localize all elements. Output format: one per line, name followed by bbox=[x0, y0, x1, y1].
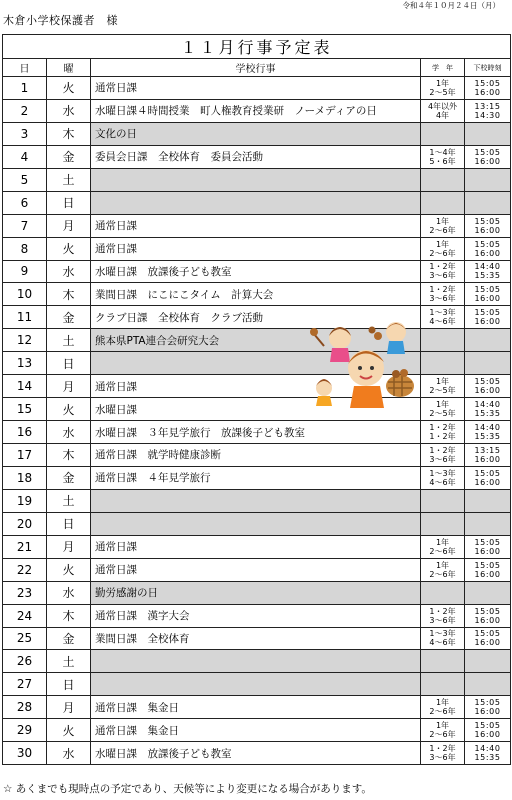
event-cell bbox=[91, 650, 421, 673]
grade-cell bbox=[421, 466, 465, 489]
time-line-2: 16:00 bbox=[474, 156, 501, 166]
table-row bbox=[3, 168, 511, 191]
grade-line-1: 4年以外 bbox=[427, 101, 458, 111]
event-cell bbox=[91, 512, 421, 535]
time-line-2: 15:35 bbox=[474, 409, 501, 419]
time-line-2: 16:00 bbox=[474, 294, 501, 304]
grade-line-2: 4年 bbox=[435, 110, 450, 120]
event-cell: 通常日課 bbox=[91, 558, 421, 581]
grade-line-1: 1年 bbox=[435, 377, 450, 387]
event-cell: 業間日課 全校体育 bbox=[91, 627, 421, 650]
table-row bbox=[3, 696, 511, 719]
grade-line-1: 1・2年 bbox=[429, 423, 456, 433]
grade-line-1: 1年 bbox=[435, 400, 450, 410]
weekday-cell: 木 bbox=[47, 444, 91, 467]
grade-cell bbox=[421, 398, 465, 421]
time-line-2: 16:00 bbox=[474, 386, 501, 396]
table-row bbox=[3, 604, 511, 627]
time-cell bbox=[465, 122, 511, 145]
schedule-table bbox=[2, 34, 511, 765]
grade-cell bbox=[421, 650, 465, 673]
time-line-1: 14:40 bbox=[474, 744, 501, 754]
col-header-weekday: 曜 bbox=[47, 59, 91, 77]
day-cell: 18 bbox=[3, 466, 47, 489]
event-cell: 通常日課 ４年見学旅行 bbox=[91, 466, 421, 489]
weekday-cell: 日 bbox=[47, 673, 91, 696]
event-cell: 通常日課 bbox=[91, 535, 421, 558]
grade-line-2: 2～6年 bbox=[429, 730, 456, 740]
grade-line-2: 3～6年 bbox=[429, 271, 456, 281]
weekday-cell: 金 bbox=[47, 145, 91, 168]
weekday-cell: 水 bbox=[47, 421, 91, 444]
table-row bbox=[3, 122, 511, 145]
weekday-cell: 月 bbox=[47, 535, 91, 558]
grade-line-2: 4～6年 bbox=[429, 477, 456, 487]
table-row bbox=[3, 466, 511, 489]
time-cell bbox=[465, 466, 511, 489]
time-line-1: 15:05 bbox=[474, 239, 501, 249]
grade-line-1: 1年 bbox=[435, 537, 450, 547]
document-date: 令和４年１０月２４日（月） bbox=[402, 1, 500, 10]
day-cell: 23 bbox=[3, 581, 47, 604]
table-row bbox=[3, 742, 511, 765]
grade-line-2: 4～6年 bbox=[429, 638, 456, 648]
grade-line-1: 1～4年 bbox=[429, 147, 456, 157]
event-cell bbox=[91, 168, 421, 191]
day-cell: 5 bbox=[3, 168, 47, 191]
grade-cell bbox=[421, 168, 465, 191]
weekday-cell: 金 bbox=[47, 466, 91, 489]
grade-cell bbox=[421, 237, 465, 260]
time-cell bbox=[465, 375, 511, 398]
event-cell: 水曜日課 bbox=[91, 398, 421, 421]
event-cell: 水曜日課 ３年見学旅行 放課後子ども教室 bbox=[91, 421, 421, 444]
recipient-line: 木倉小学校保護者 様 bbox=[3, 14, 118, 27]
grade-cell bbox=[421, 99, 465, 122]
table-row bbox=[3, 352, 511, 375]
time-cell bbox=[465, 719, 511, 742]
event-cell: 水曜日課 放課後子ども教室 bbox=[91, 742, 421, 765]
day-cell: 2 bbox=[3, 99, 47, 122]
event-cell: 委員会日課 全校体育 委員会活動 bbox=[91, 145, 421, 168]
time-line-1: 15:05 bbox=[474, 308, 501, 318]
grade-line-2: 2～6年 bbox=[429, 707, 456, 717]
weekday-cell: 金 bbox=[47, 627, 91, 650]
time-cell bbox=[465, 329, 511, 352]
grade-line-2: 4～6年 bbox=[429, 317, 456, 327]
time-cell bbox=[465, 283, 511, 306]
day-cell: 14 bbox=[3, 375, 47, 398]
grade-cell bbox=[421, 375, 465, 398]
event-cell bbox=[91, 489, 421, 512]
grade-cell bbox=[421, 352, 465, 375]
day-cell: 11 bbox=[3, 306, 47, 329]
time-line-1: 14:40 bbox=[474, 423, 501, 433]
time-line-2: 16:00 bbox=[474, 248, 501, 258]
table-row bbox=[3, 191, 511, 214]
weekday-cell: 月 bbox=[47, 375, 91, 398]
time-line-2: 16:00 bbox=[474, 87, 501, 97]
weekday-cell: 土 bbox=[47, 489, 91, 512]
grade-cell bbox=[421, 77, 465, 100]
table-row bbox=[3, 673, 511, 696]
time-cell bbox=[465, 673, 511, 696]
table-row bbox=[3, 535, 511, 558]
day-cell: 27 bbox=[3, 673, 47, 696]
weekday-cell: 火 bbox=[47, 398, 91, 421]
grade-cell bbox=[421, 329, 465, 352]
time-cell bbox=[465, 742, 511, 765]
day-cell: 1 bbox=[3, 77, 47, 100]
grade-cell bbox=[421, 421, 465, 444]
event-cell: 通常日課 bbox=[91, 77, 421, 100]
grade-cell bbox=[421, 260, 465, 283]
time-line-1: 15:05 bbox=[474, 698, 501, 708]
weekday-cell: 木 bbox=[47, 283, 91, 306]
grade-line-2: 2～5年 bbox=[429, 409, 456, 419]
day-cell: 9 bbox=[3, 260, 47, 283]
weekday-cell: 水 bbox=[47, 260, 91, 283]
grade-line-1: 1～3年 bbox=[429, 468, 456, 478]
time-cell bbox=[465, 581, 511, 604]
table-row bbox=[3, 99, 511, 122]
time-line-1: 15:05 bbox=[474, 537, 501, 547]
col-header-day: 日 bbox=[3, 59, 47, 77]
day-cell: 10 bbox=[3, 283, 47, 306]
time-line-2: 16:00 bbox=[474, 546, 501, 556]
grade-line-1: 1年 bbox=[435, 560, 450, 570]
time-line-2: 16:00 bbox=[474, 638, 501, 648]
grade-line-2: 3～6年 bbox=[429, 615, 456, 625]
day-cell: 6 bbox=[3, 191, 47, 214]
weekday-cell: 金 bbox=[47, 306, 91, 329]
event-cell bbox=[91, 191, 421, 214]
table-row bbox=[3, 512, 511, 535]
grade-cell bbox=[421, 696, 465, 719]
day-cell: 13 bbox=[3, 352, 47, 375]
grade-line-2: 2～6年 bbox=[429, 546, 456, 556]
time-cell bbox=[465, 145, 511, 168]
grade-cell bbox=[421, 581, 465, 604]
table-row bbox=[3, 421, 511, 444]
grade-cell bbox=[421, 627, 465, 650]
grade-cell bbox=[421, 558, 465, 581]
table-title: １１月行事予定表 bbox=[3, 35, 511, 59]
grade-cell bbox=[421, 673, 465, 696]
table-row bbox=[3, 237, 511, 260]
grade-cell bbox=[421, 512, 465, 535]
event-cell: 通常日課 bbox=[91, 237, 421, 260]
table-row bbox=[3, 77, 511, 100]
time-line-2: 16:00 bbox=[474, 730, 501, 740]
time-line-2: 15:35 bbox=[474, 271, 501, 281]
time-line-1: 15:05 bbox=[474, 147, 501, 157]
grade-cell bbox=[421, 145, 465, 168]
time-line-2: 16:00 bbox=[474, 317, 501, 327]
time-line-1: 13:15 bbox=[474, 101, 501, 111]
weekday-cell: 火 bbox=[47, 237, 91, 260]
time-line-1: 15:05 bbox=[474, 468, 501, 478]
day-cell: 24 bbox=[3, 604, 47, 627]
weekday-cell: 土 bbox=[47, 329, 91, 352]
time-cell bbox=[465, 604, 511, 627]
grade-cell bbox=[421, 283, 465, 306]
time-cell bbox=[465, 168, 511, 191]
grade-cell bbox=[421, 535, 465, 558]
day-cell: 30 bbox=[3, 742, 47, 765]
grade-line-2: 2～6年 bbox=[429, 225, 456, 235]
time-line-2: 16:00 bbox=[474, 615, 501, 625]
time-cell bbox=[465, 650, 511, 673]
time-cell bbox=[465, 260, 511, 283]
footer-note: ☆ あくまでも現時点の予定であり、天候等により変更になる場合があります。 bbox=[3, 783, 372, 795]
time-cell bbox=[465, 191, 511, 214]
grade-line-1: 1・2年 bbox=[429, 606, 456, 616]
day-cell: 20 bbox=[3, 512, 47, 535]
day-cell: 29 bbox=[3, 719, 47, 742]
grade-line-1: 1・2年 bbox=[429, 744, 456, 754]
day-cell: 3 bbox=[3, 122, 47, 145]
col-header-time: 下校時刻 bbox=[465, 59, 511, 77]
table-row bbox=[3, 306, 511, 329]
table-row bbox=[3, 444, 511, 467]
grade-cell bbox=[421, 489, 465, 512]
time-cell bbox=[465, 99, 511, 122]
table-row bbox=[3, 329, 511, 352]
grade-line-1: 1・2年 bbox=[429, 285, 456, 295]
grade-line-1: 1・2年 bbox=[429, 445, 456, 455]
table-row bbox=[3, 650, 511, 673]
time-line-1: 15:05 bbox=[474, 629, 501, 639]
weekday-cell: 月 bbox=[47, 214, 91, 237]
grade-line-1: 1・2年 bbox=[429, 262, 456, 272]
weekday-cell: 日 bbox=[47, 191, 91, 214]
day-cell: 22 bbox=[3, 558, 47, 581]
time-cell bbox=[465, 398, 511, 421]
time-line-2: 16:00 bbox=[474, 707, 501, 717]
col-header-event: 学校行事 bbox=[91, 59, 421, 77]
day-cell: 28 bbox=[3, 696, 47, 719]
time-line-1: 14:40 bbox=[474, 262, 501, 272]
weekday-cell: 日 bbox=[47, 512, 91, 535]
day-cell: 8 bbox=[3, 237, 47, 260]
table-row bbox=[3, 260, 511, 283]
event-cell: 水曜日課４時間授業 町人権教育授業研 ノーメディアの日 bbox=[91, 99, 421, 122]
time-cell bbox=[465, 214, 511, 237]
time-cell bbox=[465, 306, 511, 329]
table-row bbox=[3, 214, 511, 237]
event-cell: 文化の日 bbox=[91, 122, 421, 145]
time-line-2: 16:00 bbox=[474, 477, 501, 487]
time-cell bbox=[465, 512, 511, 535]
time-line-1: 15:05 bbox=[474, 721, 501, 731]
time-line-1: 15:05 bbox=[474, 78, 501, 88]
time-cell bbox=[465, 444, 511, 467]
time-line-2: 16:00 bbox=[474, 569, 501, 579]
grade-line-2: 3～6年 bbox=[429, 294, 456, 304]
grade-line-1: 1年 bbox=[435, 78, 450, 88]
grade-line-2: 2～5年 bbox=[429, 87, 456, 97]
time-line-1: 14:40 bbox=[474, 400, 501, 410]
table-row bbox=[3, 145, 511, 168]
table-row bbox=[3, 489, 511, 512]
weekday-cell: 木 bbox=[47, 604, 91, 627]
time-line-2: 15:35 bbox=[474, 432, 501, 442]
event-cell: 通常日課 集金日 bbox=[91, 696, 421, 719]
table-row bbox=[3, 627, 511, 650]
time-cell bbox=[465, 237, 511, 260]
weekday-cell: 土 bbox=[47, 650, 91, 673]
table-row bbox=[3, 581, 511, 604]
event-cell: 通常日課 bbox=[91, 214, 421, 237]
time-line-1: 15:05 bbox=[474, 377, 501, 387]
weekday-cell: 日 bbox=[47, 352, 91, 375]
weekday-cell: 火 bbox=[47, 77, 91, 100]
event-cell: 熊本県PTA連合会研究大会 bbox=[91, 329, 421, 352]
grade-cell bbox=[421, 444, 465, 467]
grade-cell bbox=[421, 214, 465, 237]
event-cell: 勤労感謝の日 bbox=[91, 581, 421, 604]
time-cell bbox=[465, 489, 511, 512]
grade-line-1: 1～3年 bbox=[429, 629, 456, 639]
time-line-1: 15:05 bbox=[474, 606, 501, 616]
col-header-grade: 学 年 bbox=[421, 59, 465, 77]
grade-cell bbox=[421, 191, 465, 214]
event-cell: 通常日課 就学時健康診断 bbox=[91, 444, 421, 467]
event-cell: 通常日課 集金日 bbox=[91, 719, 421, 742]
day-cell: 19 bbox=[3, 489, 47, 512]
grade-line-2: 2～6年 bbox=[429, 248, 456, 258]
event-cell: 業間日課 にこにこタイム 計算大会 bbox=[91, 283, 421, 306]
grade-line-2: 1・2年 bbox=[429, 432, 456, 442]
weekday-cell: 土 bbox=[47, 168, 91, 191]
grade-line-1: 1年 bbox=[435, 698, 450, 708]
time-line-2: 15:35 bbox=[474, 753, 501, 763]
time-cell bbox=[465, 535, 511, 558]
grade-cell bbox=[421, 742, 465, 765]
time-cell bbox=[465, 421, 511, 444]
grade-cell bbox=[421, 306, 465, 329]
grade-line-2: 3～6年 bbox=[429, 454, 456, 464]
table-row bbox=[3, 283, 511, 306]
weekday-cell: 水 bbox=[47, 99, 91, 122]
time-cell bbox=[465, 558, 511, 581]
table-row bbox=[3, 375, 511, 398]
day-cell: 26 bbox=[3, 650, 47, 673]
time-line-2: 16:00 bbox=[474, 454, 501, 464]
day-cell: 25 bbox=[3, 627, 47, 650]
event-cell: 水曜日課 放課後子ども教室 bbox=[91, 260, 421, 283]
day-cell: 4 bbox=[3, 145, 47, 168]
grade-line-2: 3～6年 bbox=[429, 753, 456, 763]
header-row bbox=[3, 59, 511, 77]
weekday-cell: 火 bbox=[47, 719, 91, 742]
grade-cell bbox=[421, 604, 465, 627]
table-row bbox=[3, 719, 511, 742]
weekday-cell: 木 bbox=[47, 122, 91, 145]
grade-line-2: 2～6年 bbox=[429, 569, 456, 579]
weekday-cell: 月 bbox=[47, 696, 91, 719]
event-cell bbox=[91, 673, 421, 696]
weekday-cell: 火 bbox=[47, 558, 91, 581]
grade-line-1: 1年 bbox=[435, 721, 450, 731]
day-cell: 12 bbox=[3, 329, 47, 352]
children-acorn-illustration bbox=[304, 316, 420, 408]
time-cell bbox=[465, 77, 511, 100]
grade-cell bbox=[421, 122, 465, 145]
event-cell: クラブ日課 全校体育 クラブ活動 bbox=[91, 306, 421, 329]
day-cell: 21 bbox=[3, 535, 47, 558]
grade-line-2: 5・6年 bbox=[429, 156, 456, 166]
time-line-2: 14:30 bbox=[474, 110, 501, 120]
time-line-1: 15:05 bbox=[474, 285, 501, 295]
weekday-cell: 水 bbox=[47, 742, 91, 765]
day-cell: 7 bbox=[3, 214, 47, 237]
table-row bbox=[3, 558, 511, 581]
event-cell: 通常日課 漢字大会 bbox=[91, 604, 421, 627]
day-cell: 15 bbox=[3, 398, 47, 421]
time-line-1: 15:05 bbox=[474, 216, 501, 226]
time-line-1: 13:15 bbox=[474, 445, 501, 455]
table-row bbox=[3, 398, 511, 421]
grade-line-1: 1～3年 bbox=[429, 308, 456, 318]
weekday-cell: 水 bbox=[47, 581, 91, 604]
time-cell bbox=[465, 627, 511, 650]
time-cell bbox=[465, 696, 511, 719]
time-line-2: 16:00 bbox=[474, 225, 501, 235]
time-cell bbox=[465, 352, 511, 375]
grade-line-1: 1年 bbox=[435, 239, 450, 249]
day-cell: 16 bbox=[3, 421, 47, 444]
grade-cell bbox=[421, 719, 465, 742]
event-cell: 通常日課 bbox=[91, 375, 421, 398]
time-line-1: 15:05 bbox=[474, 560, 501, 570]
day-cell: 17 bbox=[3, 444, 47, 467]
grade-line-2: 2～5年 bbox=[429, 386, 456, 396]
grade-line-1: 1年 bbox=[435, 216, 450, 226]
